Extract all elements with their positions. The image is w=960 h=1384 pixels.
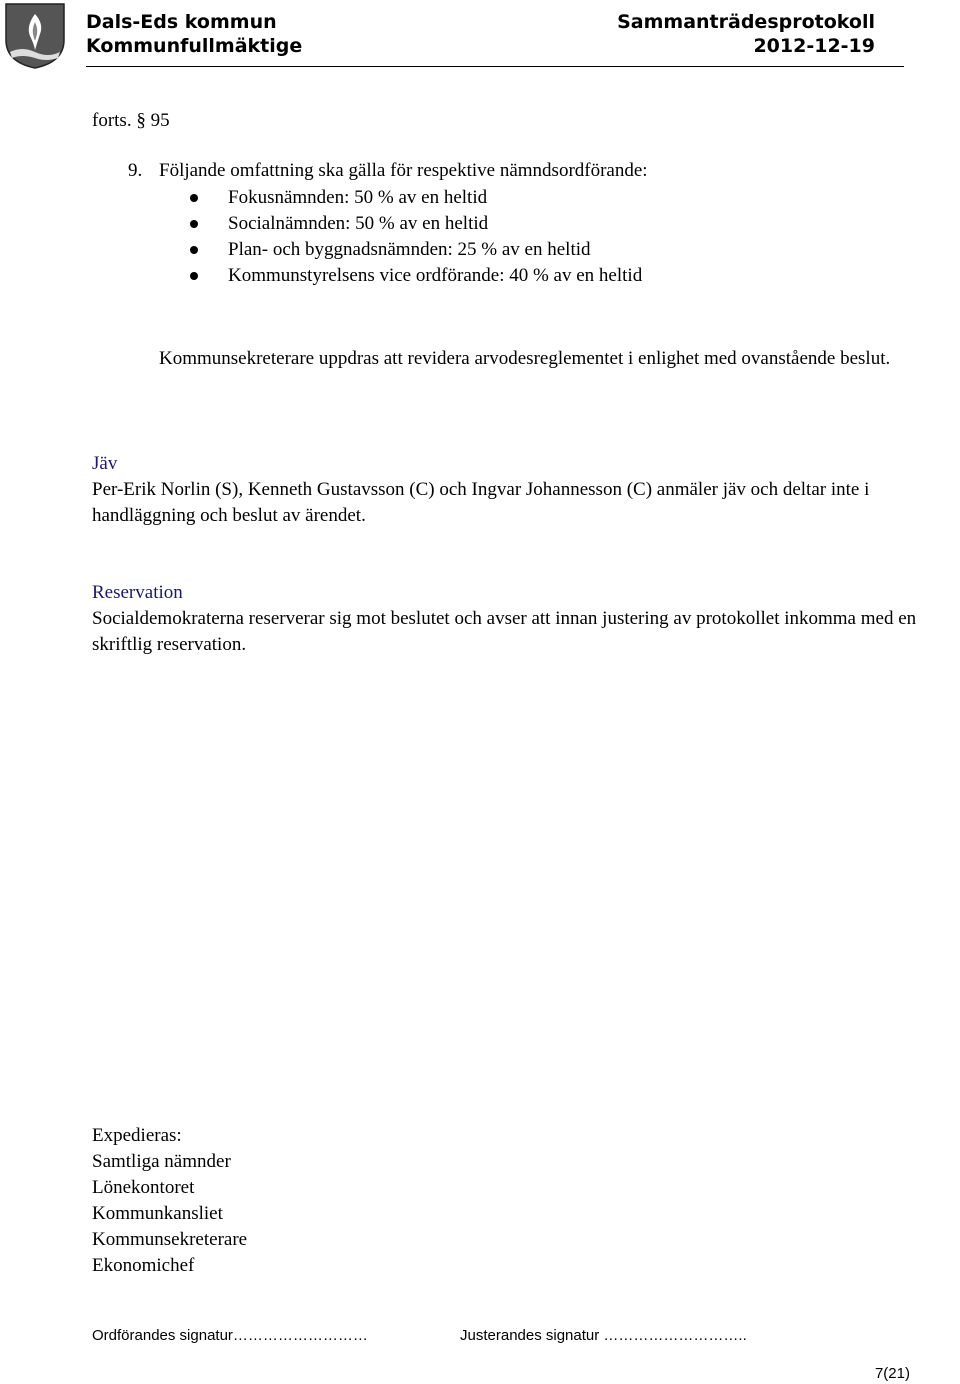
- reservation-text: Socialdemokraterna reserverar sig mot beslutet och avser att innan justering av protokollet inkomma med en skriftlig reservation.: [92, 608, 917, 655]
- list-item: [190, 211, 642, 237]
- item-number: 9.: [128, 160, 143, 181]
- continuation-note: forts. § 95: [92, 110, 170, 131]
- municipality-logo: [0, 0, 70, 70]
- bullet-icon: [190, 220, 198, 228]
- chair-scope-list: [190, 185, 642, 289]
- distribution-label: Expedieras:: [92, 1125, 182, 1146]
- assembly-name: Kommunfullmäktige: [86, 35, 303, 57]
- page-number: 7(21): [874, 1365, 910, 1382]
- list-item: [190, 263, 642, 289]
- distribution-recipient: Kommunsekreterare: [92, 1229, 248, 1250]
- item-lead-text: Följande omfattning ska gälla för respektive nämndsordförande:: [159, 160, 648, 181]
- list-item: [190, 237, 642, 263]
- distribution-recipient: Lönekontoret: [92, 1177, 195, 1198]
- municipality-name: Dals-Eds kommun: [86, 11, 277, 33]
- header-divider: [86, 66, 904, 67]
- chair-signature-line: Ordförandes signatur………………………: [92, 1327, 368, 1344]
- document-type: Sammanträdesprotokoll: [617, 11, 875, 33]
- distribution-recipient: Ekonomichef: [92, 1255, 195, 1276]
- distribution-recipient: Kommunkansliet: [92, 1203, 223, 1224]
- bullet-icon: [190, 246, 198, 254]
- adjuster-signature-line: Justerandes signatur ………………………..: [460, 1327, 747, 1344]
- list-item-text: Fokusnämnden: 50 % av en heltid: [228, 187, 488, 208]
- bullet-icon: [190, 194, 198, 202]
- bullet-icon: [190, 272, 198, 280]
- meeting-date: 2012-12-19: [753, 35, 875, 57]
- list-item: [190, 185, 642, 211]
- reservation-heading: Reservation: [92, 582, 183, 603]
- distribution-list: [92, 1123, 247, 1279]
- jav-heading: Jäv: [92, 453, 118, 474]
- decision-paragraph: Kommunsekreterare uppdras att revidera arvodesreglementet i enlighet med ovanstående beslut.: [159, 348, 891, 369]
- list-item-text: Plan- och byggnadsnämnden: 25 % av en heltid: [228, 239, 591, 260]
- jav-text: Per-Erik Norlin (S), Kenneth Gustavsson (C) och Ingvar Johannesson (C) anmäler jäv och deltar inte i handläggning och beslut av ärendet.: [92, 479, 870, 526]
- list-item-text: Kommunstyrelsens vice ordförande: 40 % av en heltid: [228, 265, 643, 286]
- distribution-recipient: Samtliga nämnder: [92, 1151, 231, 1172]
- list-item-text: Socialnämnden: 50 % av en heltid: [228, 213, 489, 234]
